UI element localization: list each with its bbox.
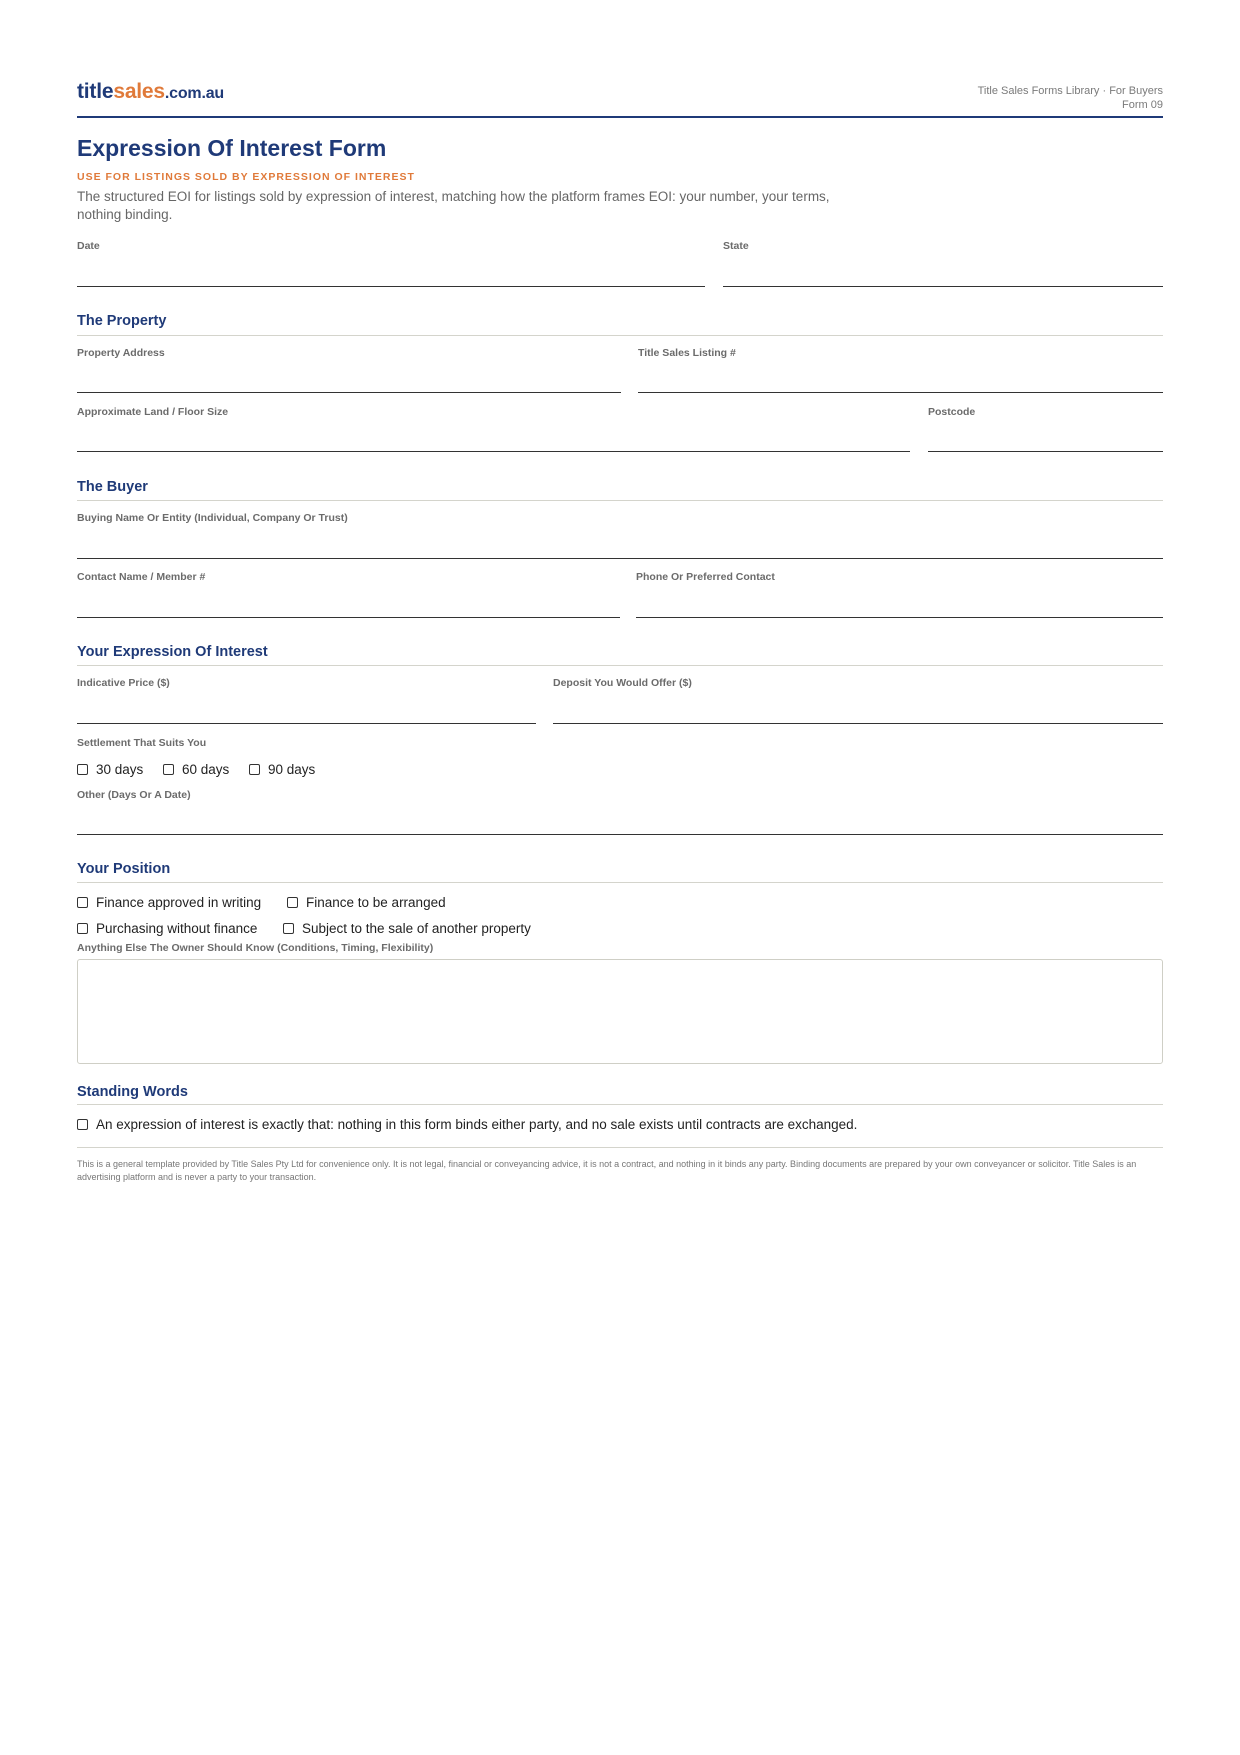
date-label: Date xyxy=(77,240,100,252)
checkbox-icon xyxy=(283,923,294,934)
deposit-field[interactable] xyxy=(553,723,1163,724)
brand-title: title xyxy=(77,80,114,103)
indicative-price-field[interactable] xyxy=(77,723,536,724)
brand-sales: sales xyxy=(113,80,165,103)
settlement-60-days-checkbox[interactable] xyxy=(163,762,229,777)
state-field[interactable] xyxy=(723,286,1163,287)
form-number: Form 09 xyxy=(1122,99,1163,111)
contact-name-field[interactable] xyxy=(77,617,620,618)
checkbox-icon xyxy=(77,764,88,775)
option-label: Finance to be arranged xyxy=(306,895,446,910)
state-label: State xyxy=(723,240,749,252)
section-title-interest: Your Expression Of Interest xyxy=(77,644,268,660)
other-settlement-label: Other (Days Or A Date) xyxy=(77,789,191,801)
land-size-label: Approximate Land / Floor Size xyxy=(77,406,229,418)
standing-words-checkbox[interactable] xyxy=(77,1117,857,1132)
section-title-position: Your Position xyxy=(77,861,171,877)
section-divider xyxy=(77,882,1163,883)
checkbox-icon xyxy=(287,897,298,908)
option-label: 90 days xyxy=(268,762,316,777)
page-header xyxy=(77,0,1163,118)
option-label: 30 days xyxy=(96,762,144,777)
property-address-label: Property Address xyxy=(77,347,165,359)
section-divider xyxy=(77,1104,1163,1105)
owner-notes-textarea[interactable] xyxy=(77,959,1163,1064)
finance-to-be-arranged-checkbox[interactable] xyxy=(287,895,446,910)
land-size-field[interactable] xyxy=(77,451,910,452)
postcode-label: Postcode xyxy=(928,406,976,418)
section-title-buyer: The Buyer xyxy=(77,479,148,495)
brand-domain: .com.au xyxy=(164,85,224,102)
option-label: 60 days xyxy=(182,762,230,777)
brand-logo[interactable] xyxy=(77,80,224,104)
owner-notes-label: Anything Else The Owner Should Know (Conditions, Timing, Flexibility) xyxy=(77,942,434,954)
section-title-property: The Property xyxy=(77,313,167,329)
subject-to-sale-checkbox[interactable] xyxy=(283,921,531,936)
checkbox-icon xyxy=(77,1119,88,1130)
form-library-label: Title Sales Forms Library · For Buyers xyxy=(977,85,1163,97)
checkbox-icon xyxy=(163,764,174,775)
phone-label: Phone Or Preferred Contact xyxy=(636,571,775,583)
finance-approved-checkbox[interactable] xyxy=(77,895,261,910)
indicative-price-label: Indicative Price ($) xyxy=(77,677,170,689)
option-label: Finance approved in writing xyxy=(96,895,262,910)
deposit-label: Deposit You Would Offer ($) xyxy=(553,677,692,689)
section-divider xyxy=(77,335,1163,336)
settlement-30-days-checkbox[interactable] xyxy=(77,762,143,777)
checkbox-icon xyxy=(77,923,88,934)
property-address-field[interactable] xyxy=(77,392,621,393)
disclaimer-text: This is a general template provided by Title Sales Pty Ltd for convenience only. It is not legal, financial or conveyancing advice, it is not a contract, and nothing in it binds any party. Binding documents are prepared by your own conveyancer or solicitor. Title Sales is an advertising platform and is never a party to your transaction. xyxy=(77,1159,1137,1182)
intro-text: The structured EOI for listings sold by expression of interest, matching how the platform frames EOI: your number, your terms, nothing binding. xyxy=(77,189,830,222)
standing-statement: An expression of interest is exactly that: nothing in this form binds either party, and no sale exists until contracts are exchanged. xyxy=(96,1117,858,1132)
phone-field[interactable] xyxy=(636,617,1163,618)
other-settlement-field[interactable] xyxy=(77,834,1163,835)
contact-name-label: Contact Name / Member # xyxy=(77,571,206,583)
form-meta xyxy=(978,84,1163,112)
postcode-field[interactable] xyxy=(928,451,1163,452)
without-finance-checkbox[interactable] xyxy=(77,921,257,936)
listing-number-field[interactable] xyxy=(638,392,1163,393)
checkbox-icon xyxy=(249,764,260,775)
date-field[interactable] xyxy=(77,286,705,287)
disclaimer-divider xyxy=(77,1147,1163,1148)
settlement-label: Settlement That Suits You xyxy=(77,737,207,749)
option-label: Purchasing without finance xyxy=(96,921,258,936)
section-title-standing: Standing Words xyxy=(77,1084,188,1100)
buying-entity-field[interactable] xyxy=(77,558,1163,559)
settlement-90-days-checkbox[interactable] xyxy=(249,762,315,777)
page-title: Expression Of Interest Form xyxy=(77,135,387,161)
section-divider xyxy=(77,665,1163,666)
section-divider xyxy=(77,500,1163,501)
buying-entity-label: Buying Name Or Entity (Individual, Company Or Trust) xyxy=(77,512,348,524)
option-label: Subject to the sale of another property xyxy=(302,921,531,936)
page-subtitle: USE FOR LISTINGS SOLD BY EXPRESSION OF INTEREST xyxy=(77,171,415,183)
listing-number-label: Title Sales Listing # xyxy=(638,347,736,359)
checkbox-icon xyxy=(77,897,88,908)
